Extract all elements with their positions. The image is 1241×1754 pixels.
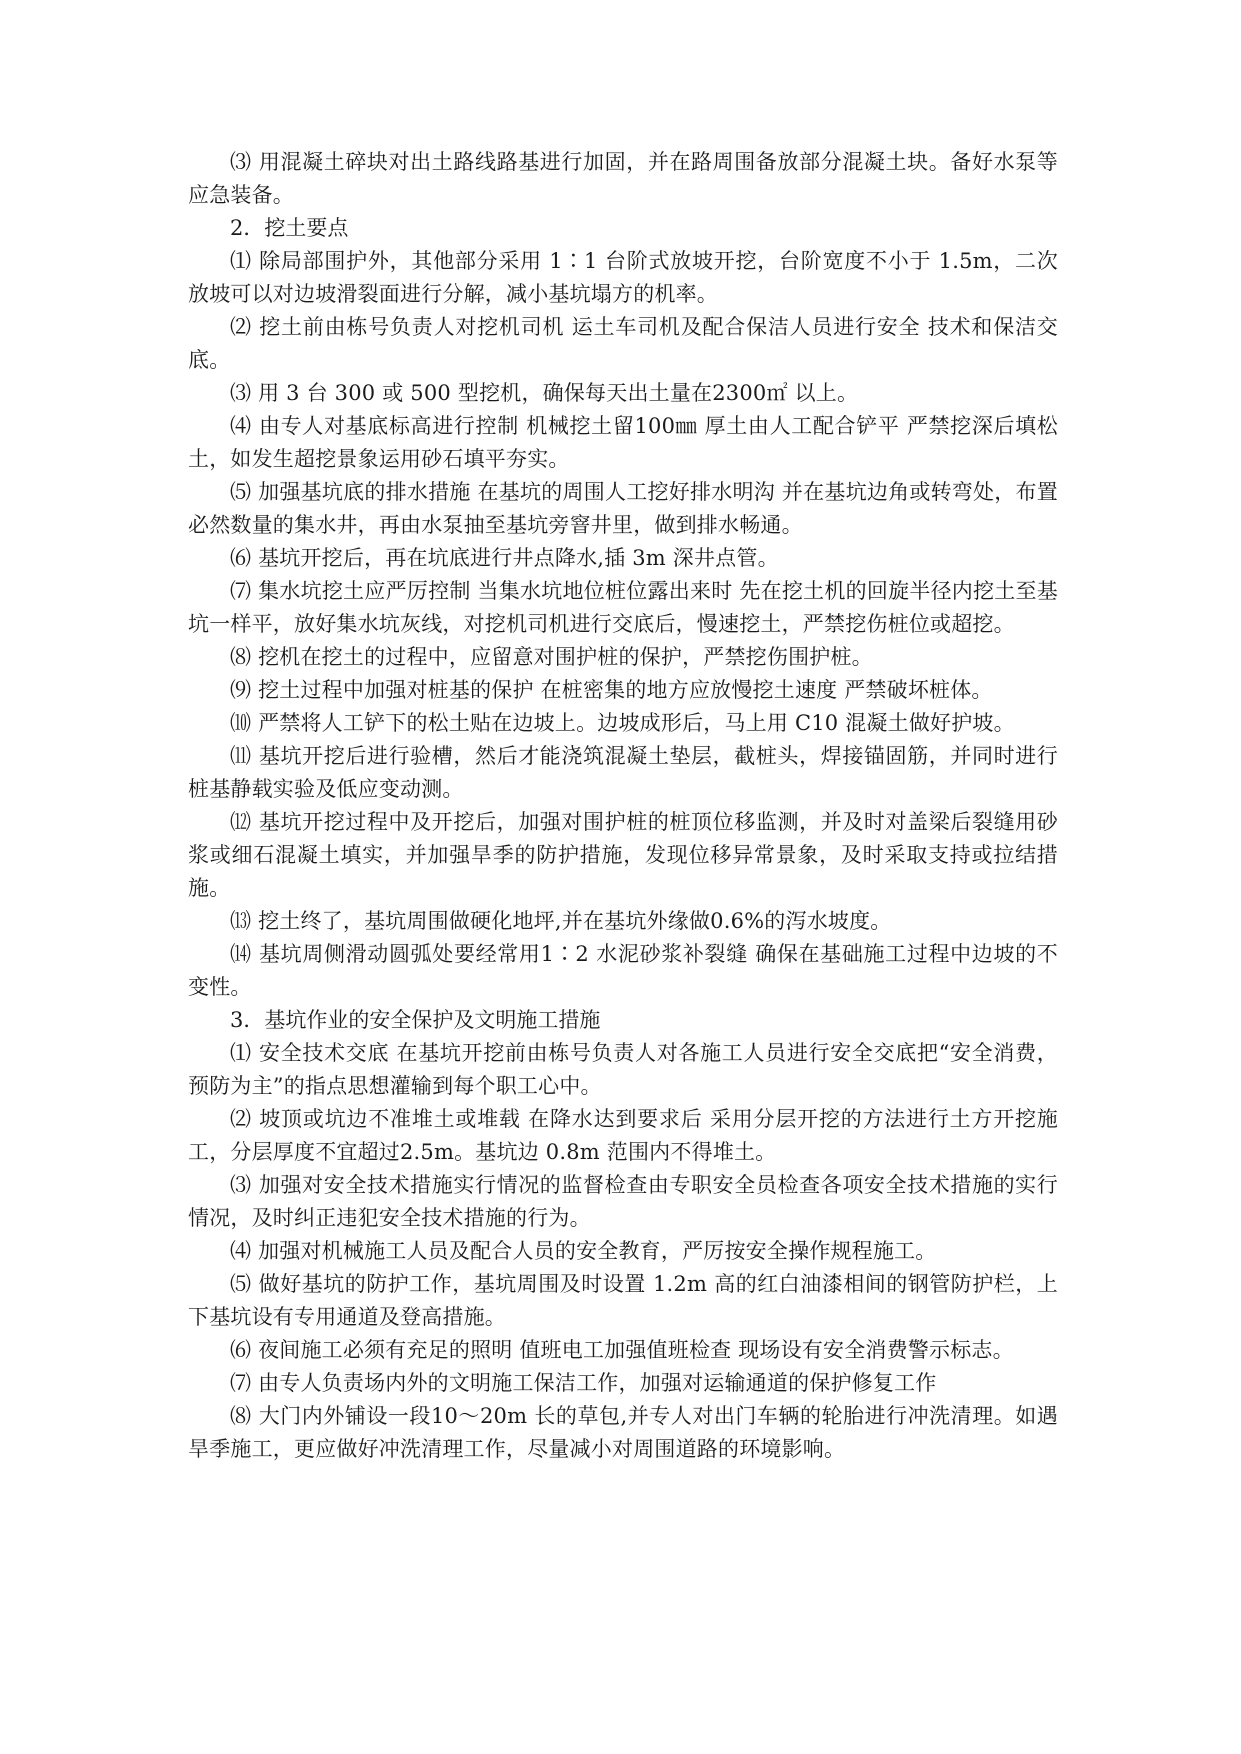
- paragraph-safety-3: ⑶ 加强对安全技术措施实行情况的监督检查由专职安全员检查各项安全技术措施的实行情况，及时纠正违犯安全技术措施的行为。: [188, 1173, 1058, 1230]
- paragraph-safety-1: ⑴ 安全技术交底 在基坑开挖前由栋号负责人对各施工人员进行安全交底把“安全消费，预防为主”的指点思想灌输到每个职工心中。: [188, 1041, 1058, 1098]
- paragraph-excavation-7: ⑺ 集水坑挖土应严厉控制 当集水坑地位桩位露出来时 先在挖土机的回旋半径内挖土至基坑一样平，放好集水坑灰线，对挖机司机进行交底后，慢速挖土，严禁挖伤桩位或超挖。: [188, 579, 1058, 636]
- paragraph-safety-2: ⑵ 坡顶或坑边不准堆土或堆载 在降水达到要求后 采用分层开挖的方法进行土方开挖施工，分层厚度不宜超过2.5m。基坑边 0.8m 范围内不得堆土。: [188, 1107, 1058, 1164]
- section-heading-excavation-points: 2．挖土要点: [230, 216, 349, 240]
- paragraph-excavation-11: ⑾ 基坑开挖后进行验槽，然后才能浇筑混凝土垫层，截桩头，焊接锚固筋，并同时进行桩基静载实验及低应变动测。: [188, 744, 1058, 801]
- paragraph-excavation-4: ⑷ 由专人对基底标高进行控制 机械挖土留100㎜ 厚土由人工配合铲平 严禁挖深后填松土，如发生超挖景象运用砂石填平夯实。: [188, 414, 1058, 471]
- paragraph-safety-8: ⑻ 大门内外铺设一段10～20m 长的草包,并专人对出门车辆的轮胎进行冲洗清理。如遇旱季施工，更应做好冲洗清理工作，尽量减小对周围道路的环境影响。: [188, 1404, 1058, 1461]
- paragraph-excavation-9: ⑼ 挖土过程中加强对桩基的保护 在桩密集的地方应放慢挖土速度 严禁破坏桩体。: [230, 678, 993, 702]
- paragraph-excavation-14: ⒁ 基坑周侧滑动圆弧处要经常用1∶2 水泥砂浆补裂缝 确保在基础施工过程中边坡的不变性。: [188, 942, 1058, 999]
- section-heading-safety-measures: 3．基坑作业的安全保护及文明施工措施: [230, 1008, 601, 1032]
- paragraph-excavation-3: ⑶ 用 3 台 300 或 500 型挖机，确保每天出土量在2300㎡ 以上。: [230, 381, 859, 405]
- document-page: [188, 146, 1058, 1466]
- paragraph-excavation-2: ⑵ 挖土前由栋号负责人对挖机司机 运土车司机及配合保洁人员进行安全 技术和保洁交底。: [188, 315, 1058, 372]
- paragraph-excavation-1: ⑴ 除局部围护外，其他部分采用 1∶1 台阶式放坡开挖，台阶宽度不小于 1.5m，二次放坡可以对边坡滑裂面进行分解，减小基坑塌方的机率。: [188, 249, 1058, 306]
- paragraph-excavation-8: ⑻ 挖机在挖土的过程中，应留意对围护桩的保护，严禁挖伤围护桩。: [230, 645, 873, 669]
- paragraph-excavation-13: ⒀ 挖土终了，基坑周围做硬化地坪,并在基坑外缘做0.6%的泻水坡度。: [230, 909, 892, 933]
- paragraph-3-curb-reinforcement: ⑶ 用混凝土碎块对出土路线路基进行加固，并在路周围备放部分混凝土块。备好水泵等应急装备。: [188, 150, 1058, 207]
- paragraph-excavation-5: ⑸ 加强基坑底的排水措施 在基坑的周围人工挖好排水明沟 并在基坑边角或转弯处，布置必然数量的集水井，再由水泵抽至基坑旁窨井里，做到排水畅通。: [188, 480, 1058, 537]
- paragraph-safety-6: ⑹ 夜间施工必须有充足的照明 值班电工加强值班检查 现场设有安全消费警示标志。: [230, 1338, 1014, 1362]
- paragraph-excavation-6: ⑹ 基坑开挖后，再在坑底进行井点降水,插 3m 深井点管。: [230, 546, 779, 570]
- paragraph-excavation-12: ⑿ 基坑开挖过程中及开挖后，加强对围护桩的桩顶位移监测，并及时对盖梁后裂缝用砂浆或细石混凝土填实，并加强旱季的防护措施，发现位移异常景象，及时采取支持或拉结措施。: [188, 810, 1058, 900]
- paragraph-excavation-10: ⑽ 严禁将人工铲下的松土贴在边坡上。边坡成形后，马上用 C10 混凝土做好护坡。: [230, 711, 1015, 735]
- paragraph-safety-5: ⑸ 做好基坑的防护工作，基坑周围及时设置 1.2m 高的红白油漆相间的钢管防护栏，上下基坑设有专用通道及登高措施。: [188, 1272, 1058, 1329]
- paragraph-safety-4: ⑷ 加强对机械施工人员及配合人员的安全教育，严厉按安全操作规程施工。: [230, 1239, 937, 1263]
- paragraph-safety-7: ⑺ 由专人负责场内外的文明施工保洁工作，加强对运输通道的保护修复工作: [230, 1371, 937, 1395]
